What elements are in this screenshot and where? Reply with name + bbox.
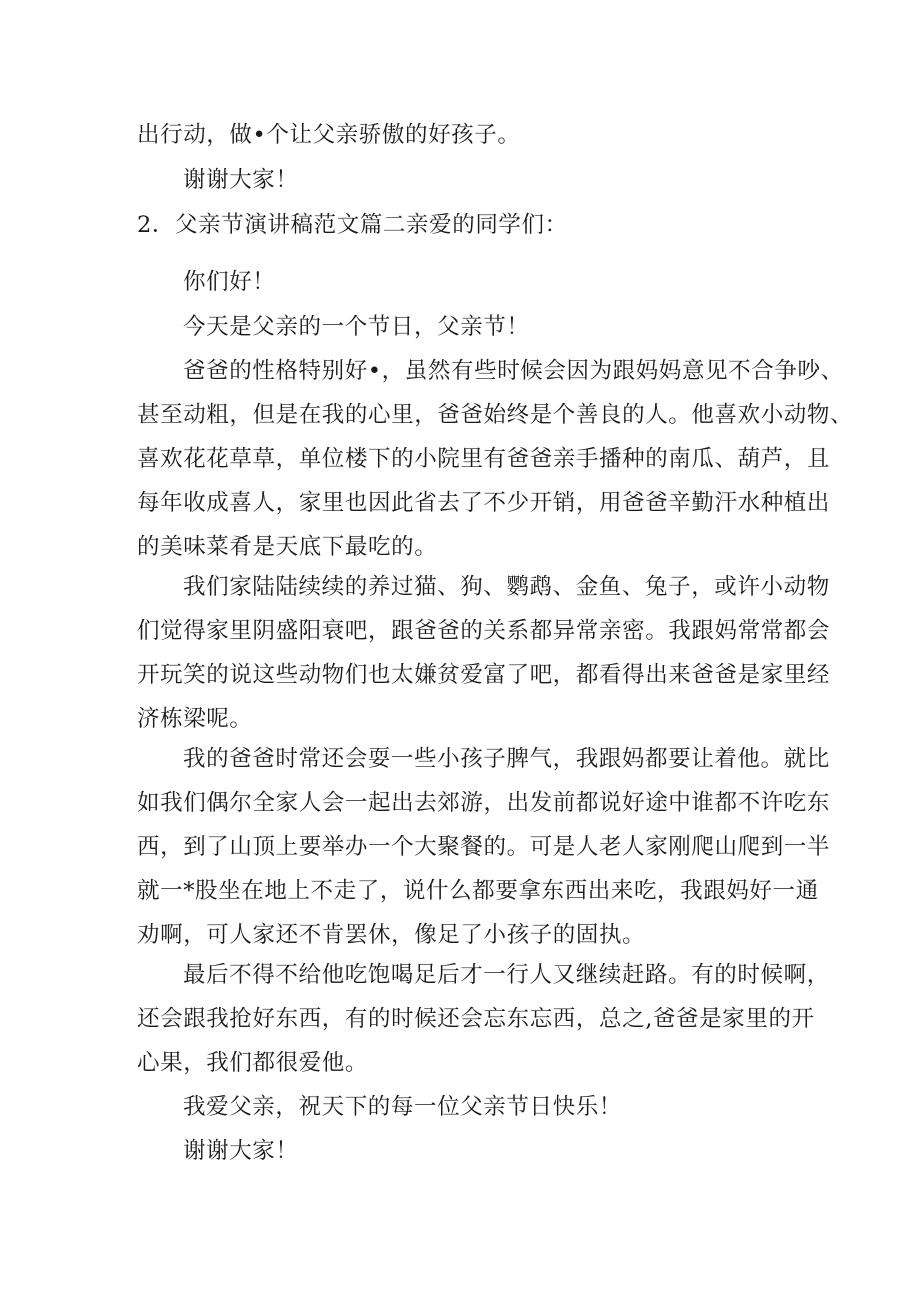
paragraph-line: 西，到了山顶上要举办一个大聚餐的。可是人老人家刚爬山爬到一半 (137, 834, 831, 860)
paragraph-line: 我的爸爸时常还会耍一些小孩子脾气，我跟妈都要让着他。就比 (183, 746, 830, 772)
paragraph-line: 济栋梁呢。 (137, 706, 253, 732)
paragraph-line: 谢谢大家！ (183, 167, 299, 193)
section-heading: 2．父亲节演讲稿范文篇二亲爱的同学们： (137, 212, 568, 238)
paragraph-line: 每年收成喜人，家里也因此省去了不少开销，用爸爸辛勤汗水种植出 (137, 490, 831, 516)
paragraph-line: 甚至动粗，但是在我的心里，爸爸始终是个善良的人。他喜欢小动物、 (137, 402, 854, 428)
paragraph-line: 出行动，做•个让父亲骄傲的好孩子。 (137, 122, 521, 148)
paragraph-line: 还会跟我抢好东西，有的时候还会忘东忘西，总之,爸爸是家里的开 (137, 1006, 815, 1032)
paragraph-line: 劝啊，可人家还不肯罢休，像足了小孩子的固执。 (137, 922, 646, 948)
paragraph-line: 开玩笑的说这些动物们也太嫌贫爱富了吧，都看得出来爸爸是家里经 (137, 662, 831, 688)
paragraph-line: 如我们偶尔全家人会一起出去郊游，出发前都说好途中谁都不许吃东 (137, 790, 831, 816)
paragraph-line: 今天是父亲的一个节日，父亲节！ (183, 314, 530, 340)
paragraph-line: 我们家陆陆续续的养过猫、狗、鹦鹉、金鱼、兔子，或许小动物 (183, 574, 830, 600)
paragraph-line: 最后不得不给他吃饱喝足后才一行人又继续赶路。有的时候啊， (183, 962, 830, 988)
paragraph-line: 的美味菜肴是天底下最吃的。 (137, 534, 438, 560)
paragraph-line: 心果，我们都很爱他。 (137, 1050, 369, 1076)
paragraph-line: 们觉得家里阴盛阳衰吧，跟爸爸的关系都异常亲密。我跟妈常常都会 (137, 618, 831, 644)
paragraph-line: 谢谢大家！ (183, 1138, 299, 1164)
paragraph-line: 我爱父亲，祝天下的每一位父亲节日快乐！ (183, 1094, 622, 1120)
paragraph-line: 你们好！ (183, 269, 276, 295)
paragraph-line: 喜欢花花草草，单位楼下的小院里有爸爸亲手播种的南瓜、葫芦，且 (137, 446, 831, 472)
paragraph-line: 就一*股坐在地上不走了，说什么都要拿东西出来吃，我跟妈好一通 (137, 878, 819, 904)
paragraph-line: 爸爸的性格特别好•，虽然有些时候会因为跟妈妈意见不合争吵、 (183, 358, 844, 384)
